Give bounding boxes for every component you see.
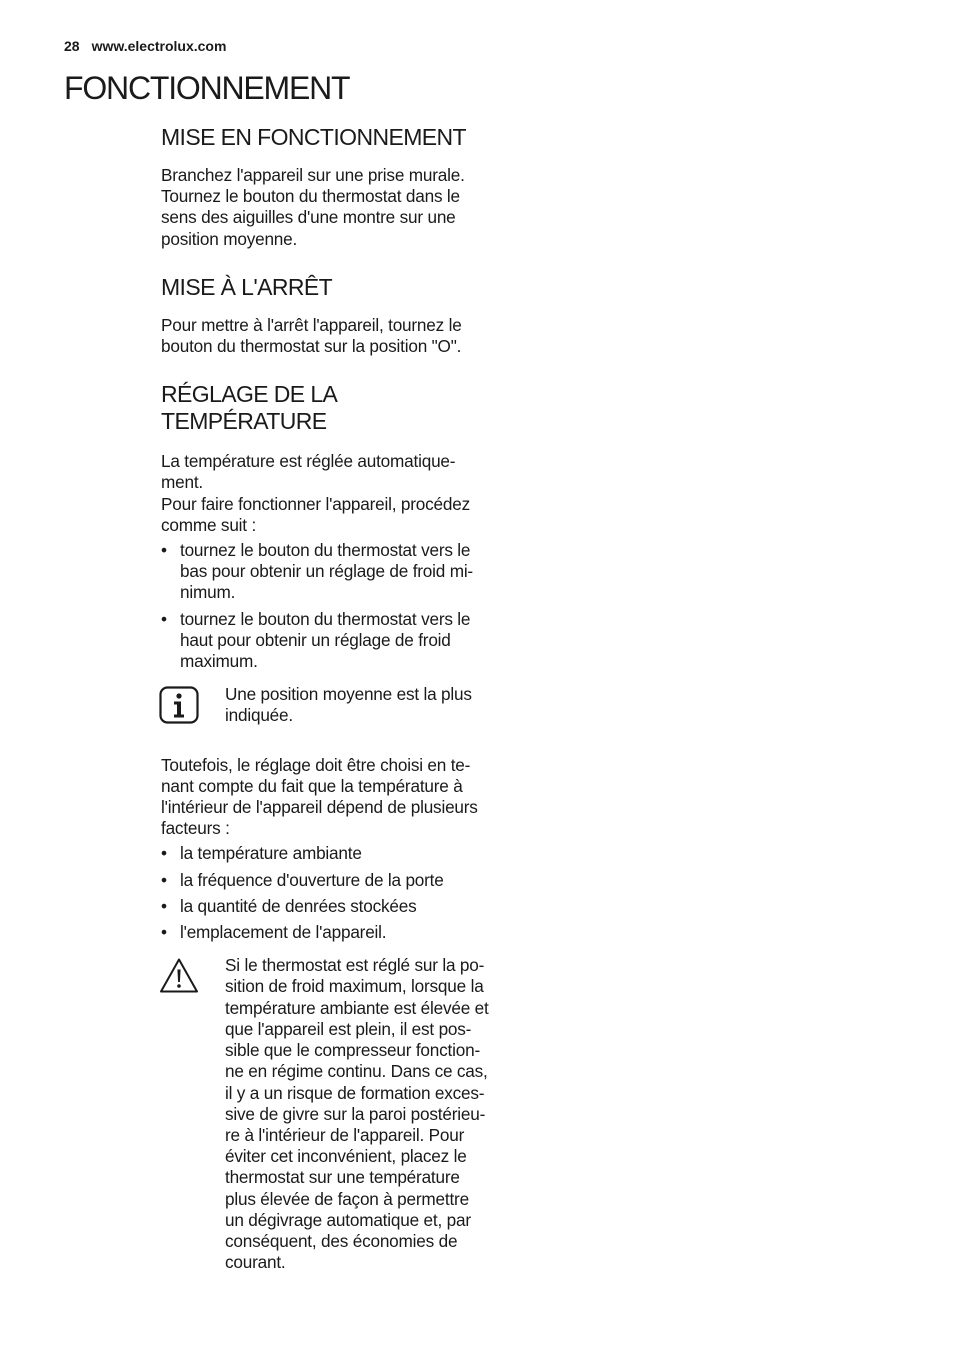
list-item (161, 870, 513, 891)
text-line: thermostat sur une température (225, 1167, 460, 1188)
page-title: FONCTIONNEMENT (64, 70, 350, 106)
text-line: ment. (161, 472, 203, 493)
steps-list (161, 540, 513, 672)
warning-icon (159, 957, 199, 995)
page-number: 28 (64, 38, 80, 54)
factors-intro (161, 755, 513, 840)
text-line: sition de froid maximum, lorsque la (225, 976, 484, 997)
list-item-text: la température ambiante (180, 843, 362, 864)
text-line: il y a un risque de formation exces- (225, 1082, 485, 1103)
text-line: Pour faire fonctionner l'appareil, procédez (161, 493, 471, 514)
info-note (161, 684, 513, 726)
text-line: Tournez le bouton du thermostat dans le (161, 186, 460, 207)
text-line: bouton du thermostat sur la position "O". (161, 336, 462, 357)
list-item-text: la fréquence d'ouverture de la porte (180, 869, 444, 890)
text-line: Branchez l'appareil sur une prise murale. (161, 165, 465, 185)
text-line: que l'appareil est plein, il est pos- (225, 1018, 472, 1039)
text-line: Une position moyenne est la plus (225, 684, 472, 705)
text-line: indiquée. (225, 705, 293, 726)
heading-line: TEMPÉRATURE (161, 408, 327, 435)
text-line: haut pour obtenir un réglage de froid (180, 629, 451, 650)
text-line: sens des aiguilles d'une montre sur une (161, 207, 456, 228)
bullet-icon: • (161, 843, 167, 864)
temperature-intro (161, 451, 513, 536)
text-line: bas pour obtenir un réglage de froid mi- (180, 561, 473, 582)
text-line: tournez le bouton du thermostat vers le (180, 608, 471, 629)
text-line: un dégivrage automatique et, par (225, 1209, 471, 1230)
bullet-icon: • (161, 869, 167, 890)
text-line: température ambiante est élevée et (225, 997, 489, 1018)
list-item (161, 843, 513, 864)
text-line: sible que le compresseur fonction- (225, 1040, 480, 1061)
warning-note (161, 955, 513, 1273)
main-content (161, 124, 513, 1273)
text-line: ne en régime continu. Dans ce cas, (225, 1061, 488, 1082)
text-line: tournez le bouton du thermostat vers le (180, 540, 471, 561)
text-line: maximum. (180, 651, 258, 672)
list-item (161, 922, 513, 943)
text-line: courant. (225, 1252, 286, 1273)
section-heading-temperature (161, 381, 513, 435)
text-line: sive de givre sur la paroi postérieu- (225, 1103, 486, 1124)
bullet-icon: • (161, 895, 167, 916)
bullet-icon: • (161, 540, 167, 561)
heading-line: RÉGLAGE DE LA (161, 381, 338, 408)
text-line: plus élevée de façon à permettre (225, 1188, 469, 1209)
section-heading-startup: MISE EN FONCTIONNEMENT (161, 124, 466, 150)
list-item-text: l'emplacement de l'appareil. (180, 922, 387, 943)
text-line: Si le thermostat est réglé sur la po- (225, 955, 485, 976)
text-line: conséquent, des économies de (225, 1230, 458, 1251)
text-line: éviter cet inconvénient, placez le (225, 1146, 467, 1167)
list-item (161, 540, 513, 604)
info-icon (159, 686, 199, 724)
bullet-icon: • (161, 608, 167, 629)
text-line: Toutefois, le réglage doit être choisi en te- (161, 754, 471, 775)
list-item (161, 609, 513, 673)
bullet-icon: • (161, 922, 167, 943)
text-line: Pour mettre à l'arrêt l'appareil, tournez le (161, 314, 462, 335)
list-item (161, 896, 513, 917)
text-line: re à l'intérieur de l'appareil. Pour (225, 1124, 465, 1145)
shutdown-paragraph (161, 315, 513, 357)
text-line: facteurs : (161, 818, 230, 839)
startup-paragraph (161, 165, 513, 250)
website-url: www.electrolux.com (91, 38, 227, 54)
factors-list (161, 843, 513, 943)
text-line: nant compte du fait que la température à (161, 775, 463, 796)
text-line: comme suit : (161, 514, 257, 535)
text-line: nimum. (180, 582, 236, 603)
text-line: La température est réglée automatique- (161, 451, 456, 472)
text-line: l'intérieur de l'appareil dépend de plusieurs (161, 797, 478, 818)
page-header (64, 38, 226, 54)
section-heading-shutdown: MISE À L'ARRÊT (161, 273, 333, 300)
list-item-text: la quantité de denrées stockées (180, 895, 417, 916)
text-line: position moyenne. (161, 228, 298, 249)
